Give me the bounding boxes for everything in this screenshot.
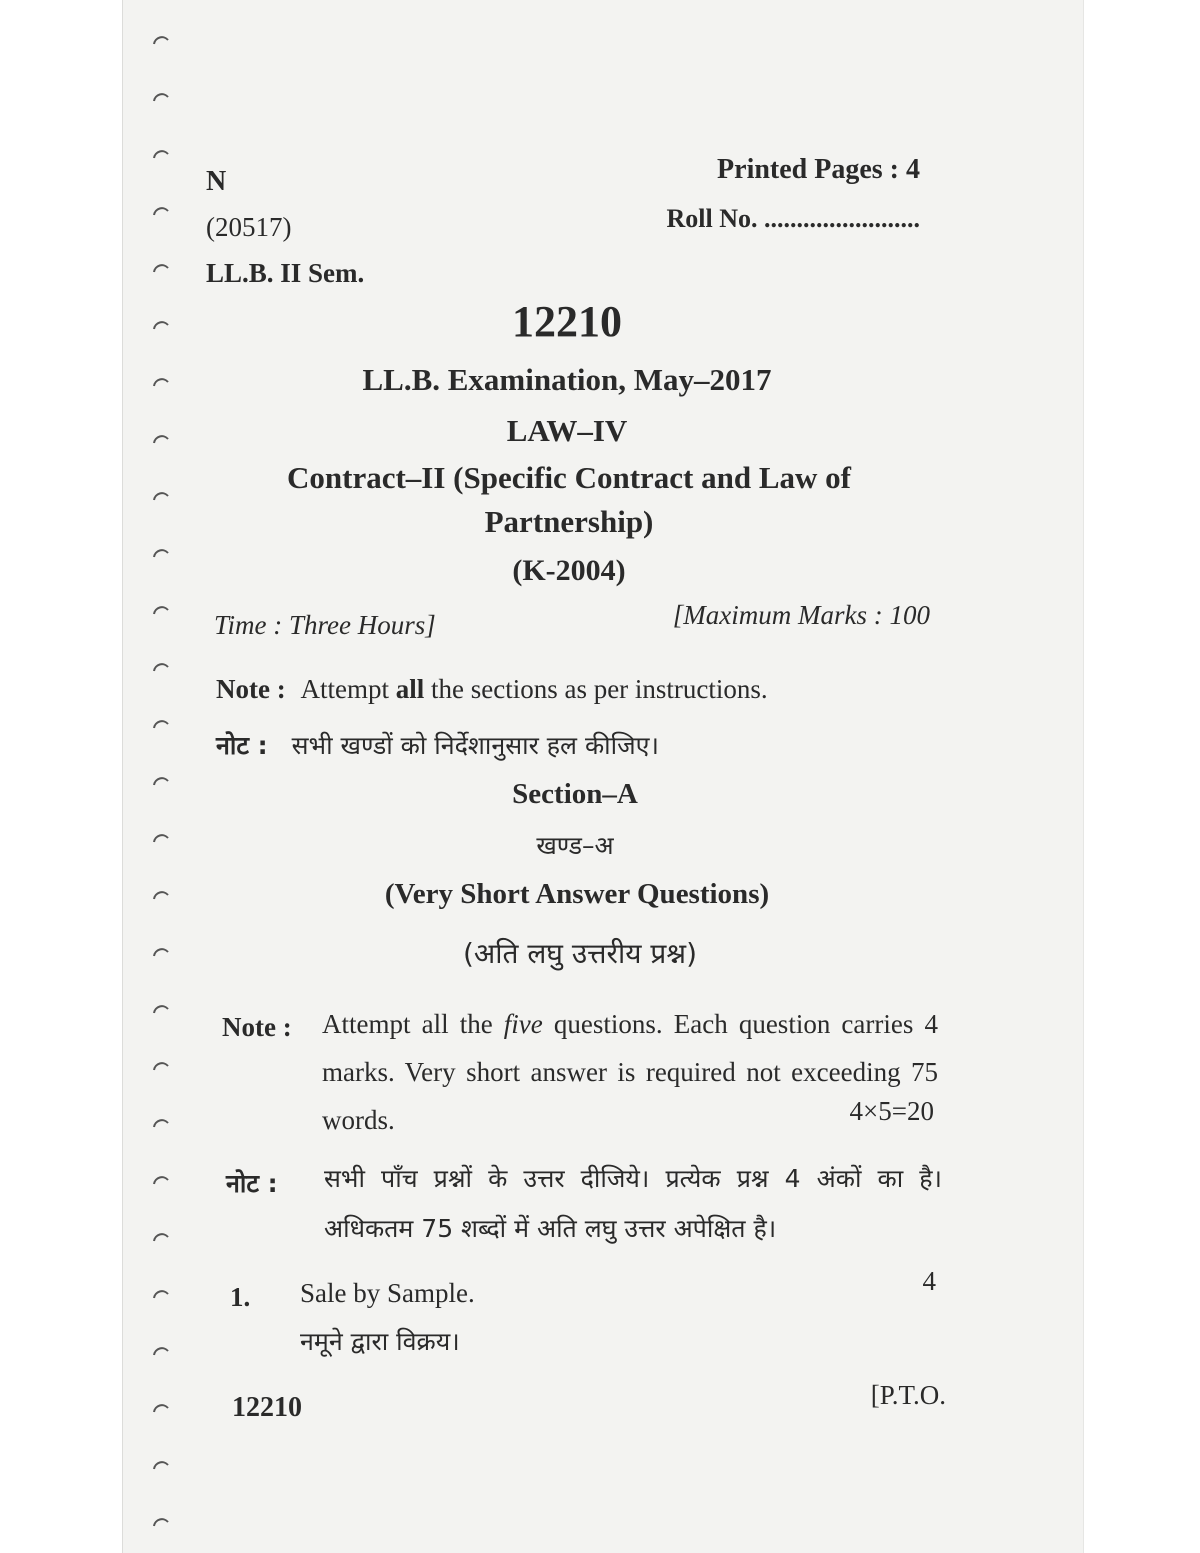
question-text-en: Sale by Sample.: [300, 1278, 475, 1308]
binder-hole-icon: [150, 1113, 172, 1135]
printed-pages: Printed Pages : 4: [717, 154, 920, 185]
subject-title-line1: Contract–II (Specific Contract and Law of: [287, 460, 851, 495]
maximum-marks: [Maximum Marks : 100: [672, 600, 930, 630]
note-text-hi: सभी खण्डों को निर्देशानुसार हल कीजिए।: [291, 731, 659, 760]
binder-hole-icon: [150, 258, 172, 280]
binder-hole-icon: [150, 1284, 172, 1306]
binder-hole-icon: [150, 315, 172, 337]
note-text-emphasis: all: [395, 674, 425, 704]
section-marks-scheme: 4×5=20: [849, 1096, 934, 1126]
binder-hole-icon: [150, 1512, 172, 1534]
section-note-post: questions. Each question carries 4 marks. Very short answer is required not exceeding 75 words.: [322, 1009, 938, 1135]
binder-hole-icon: [150, 1056, 172, 1078]
note-text-pre: Attempt: [300, 674, 396, 704]
note-text-post: the sections as per instructions.: [424, 674, 768, 704]
section-note-hi: सभी पाँच प्रश्नों के उत्तर दीजिये। प्रत्येक प्रश्न 4 अंकों का है। अधिकतम 75 शब्दों में अति लघु उत्तर अपेक्षित है।: [324, 1164, 942, 1243]
binder-holes: [150, 30, 190, 1530]
question-number: 1.: [230, 1282, 251, 1312]
paper-code: (20517): [206, 212, 292, 242]
subject-code: LAW–IV: [506, 413, 628, 448]
paper-number: 12210: [512, 297, 622, 346]
binder-hole-icon: [150, 771, 172, 793]
exam-title: LL.B. Examination, May–2017: [362, 362, 772, 397]
subject-title-line2: Partnership): [484, 504, 654, 539]
set-code: N: [206, 166, 227, 197]
binder-hole-icon: [150, 1227, 172, 1249]
binder-hole-icon: [150, 1398, 172, 1420]
scheme-code: (K-2004): [512, 554, 626, 587]
general-note-en: [216, 674, 768, 705]
please-turn-over: [P.T.O.: [870, 1380, 946, 1410]
section-title-en: Section–A: [512, 778, 638, 810]
binder-hole-icon: [150, 429, 172, 451]
binder-hole-icon: [150, 657, 172, 679]
footer-paper-number: 12210: [232, 1392, 302, 1423]
note-label: Note :: [216, 674, 286, 704]
section-note-pre: Attempt all the: [322, 1009, 504, 1039]
section-note-label: Note :: [222, 1012, 292, 1042]
roll-number-field: Roll No. ........................: [666, 204, 920, 233]
binder-hole-icon: [150, 999, 172, 1021]
note-label-hi: नोट :: [216, 731, 268, 760]
section-note-en: [322, 1000, 938, 1144]
binder-hole-icon: [150, 942, 172, 964]
section-note-italic: five: [503, 1009, 543, 1039]
binder-hole-icon: [150, 201, 172, 223]
binder-hole-icon: [150, 30, 172, 52]
question-marks: 4: [922, 1266, 936, 1296]
general-note-hi: [216, 728, 659, 762]
binder-hole-icon: [150, 1341, 172, 1363]
binder-hole-icon: [150, 1170, 172, 1192]
course-name: LL.B. II Sem.: [206, 258, 365, 288]
binder-hole-icon: [150, 144, 172, 166]
section-title-hi: खण्ड–अ: [536, 831, 614, 860]
time-allowed: Time : Three Hours]: [214, 610, 436, 640]
binder-hole-icon: [150, 372, 172, 394]
binder-hole-icon: [150, 1455, 172, 1477]
binder-hole-icon: [150, 828, 172, 850]
question-type-en: (Very Short Answer Questions): [384, 878, 770, 910]
section-note-label-hi: नोट :: [226, 1169, 278, 1198]
binder-hole-icon: [150, 600, 172, 622]
question-type-hi: (अति लघु उत्तरीय प्रश्न): [462, 937, 698, 970]
binder-hole-icon: [150, 87, 172, 109]
binder-hole-icon: [150, 486, 172, 508]
binder-hole-icon: [150, 543, 172, 565]
binder-hole-icon: [150, 714, 172, 736]
binder-hole-icon: [150, 885, 172, 907]
question-text-hi: नमूने द्वारा विक्रय।: [300, 1327, 460, 1356]
